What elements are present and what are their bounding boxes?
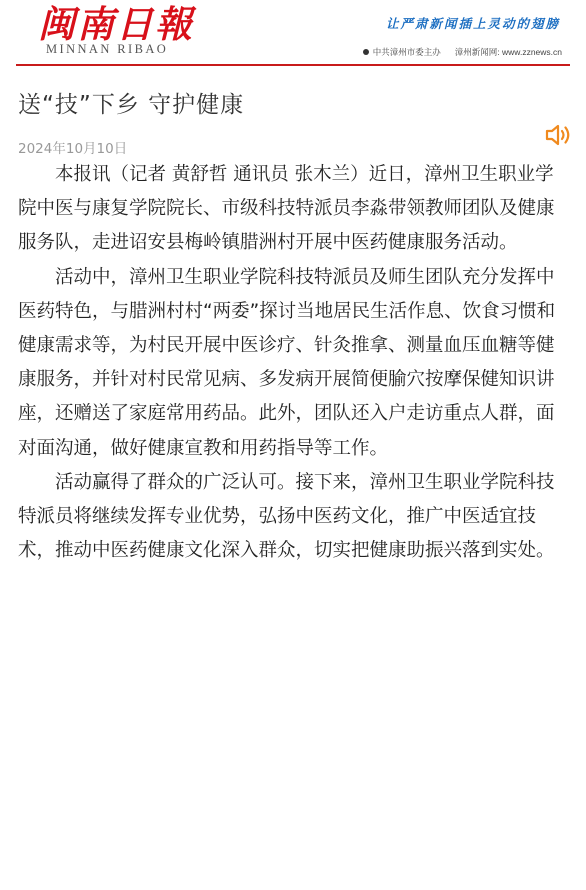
article-paragraph: 活动中，漳州卫生职业学院科技特派员及师生团队充分发挥中医药特色，与腊洲村村“两委”探讨当地居民生活作息、饮食习惯和健康需求等，为村民开展中医诊疗、针灸推拿、测量血压血糖等健康服务，并针对村民常见病、多发病开展简便腧穴按摩保健知识讲座，还赠送了家庭常用药品。此外，团队还入户走访重点人群，面对面沟通，做好健康宣教和用药指导等工作。 [18, 266, 556, 459]
bullet-icon [363, 49, 369, 55]
masthead-divider [16, 64, 570, 66]
article-paragraph: 活动赢得了群众的广泛认可。接下来，漳州卫生职业学院科技特派员将继续发挥专业优势，弘扬中医药文化，推广中医适宜技术，推动中医药健康文化深入群众，切实把健康助振兴落到实处。 [18, 471, 555, 562]
masthead [0, 0, 586, 66]
slogan: 让严肃新闻插上灵动的翅膀 [385, 16, 560, 31]
site-text[interactable]: 漳州新闻网: www.zznews.cn [454, 47, 562, 57]
newspaper-logo-en: MINNAN RIBAO [46, 42, 169, 56]
article-date: 2024年10月10日 [18, 141, 128, 157]
speaker-icon[interactable] [543, 120, 573, 150]
newspaper-logo[interactable]: 闽南日報 [38, 2, 194, 46]
article-paragraph: 本报讯（记者 黄舒哲 通讯员 张木兰）近日，漳州卫生职业学院中医与康复学院院长、市级科技特派员李淼带领教师团队及健康服务队，走进诏安县梅岭镇腊洲村开展中医药健康服务活动。 [18, 164, 555, 254]
host-line [363, 46, 562, 58]
article-title: 送“技”下乡 守护健康 [18, 92, 245, 118]
host-text: 中共漳州市委主办 [372, 47, 441, 57]
article-body [18, 158, 570, 568]
